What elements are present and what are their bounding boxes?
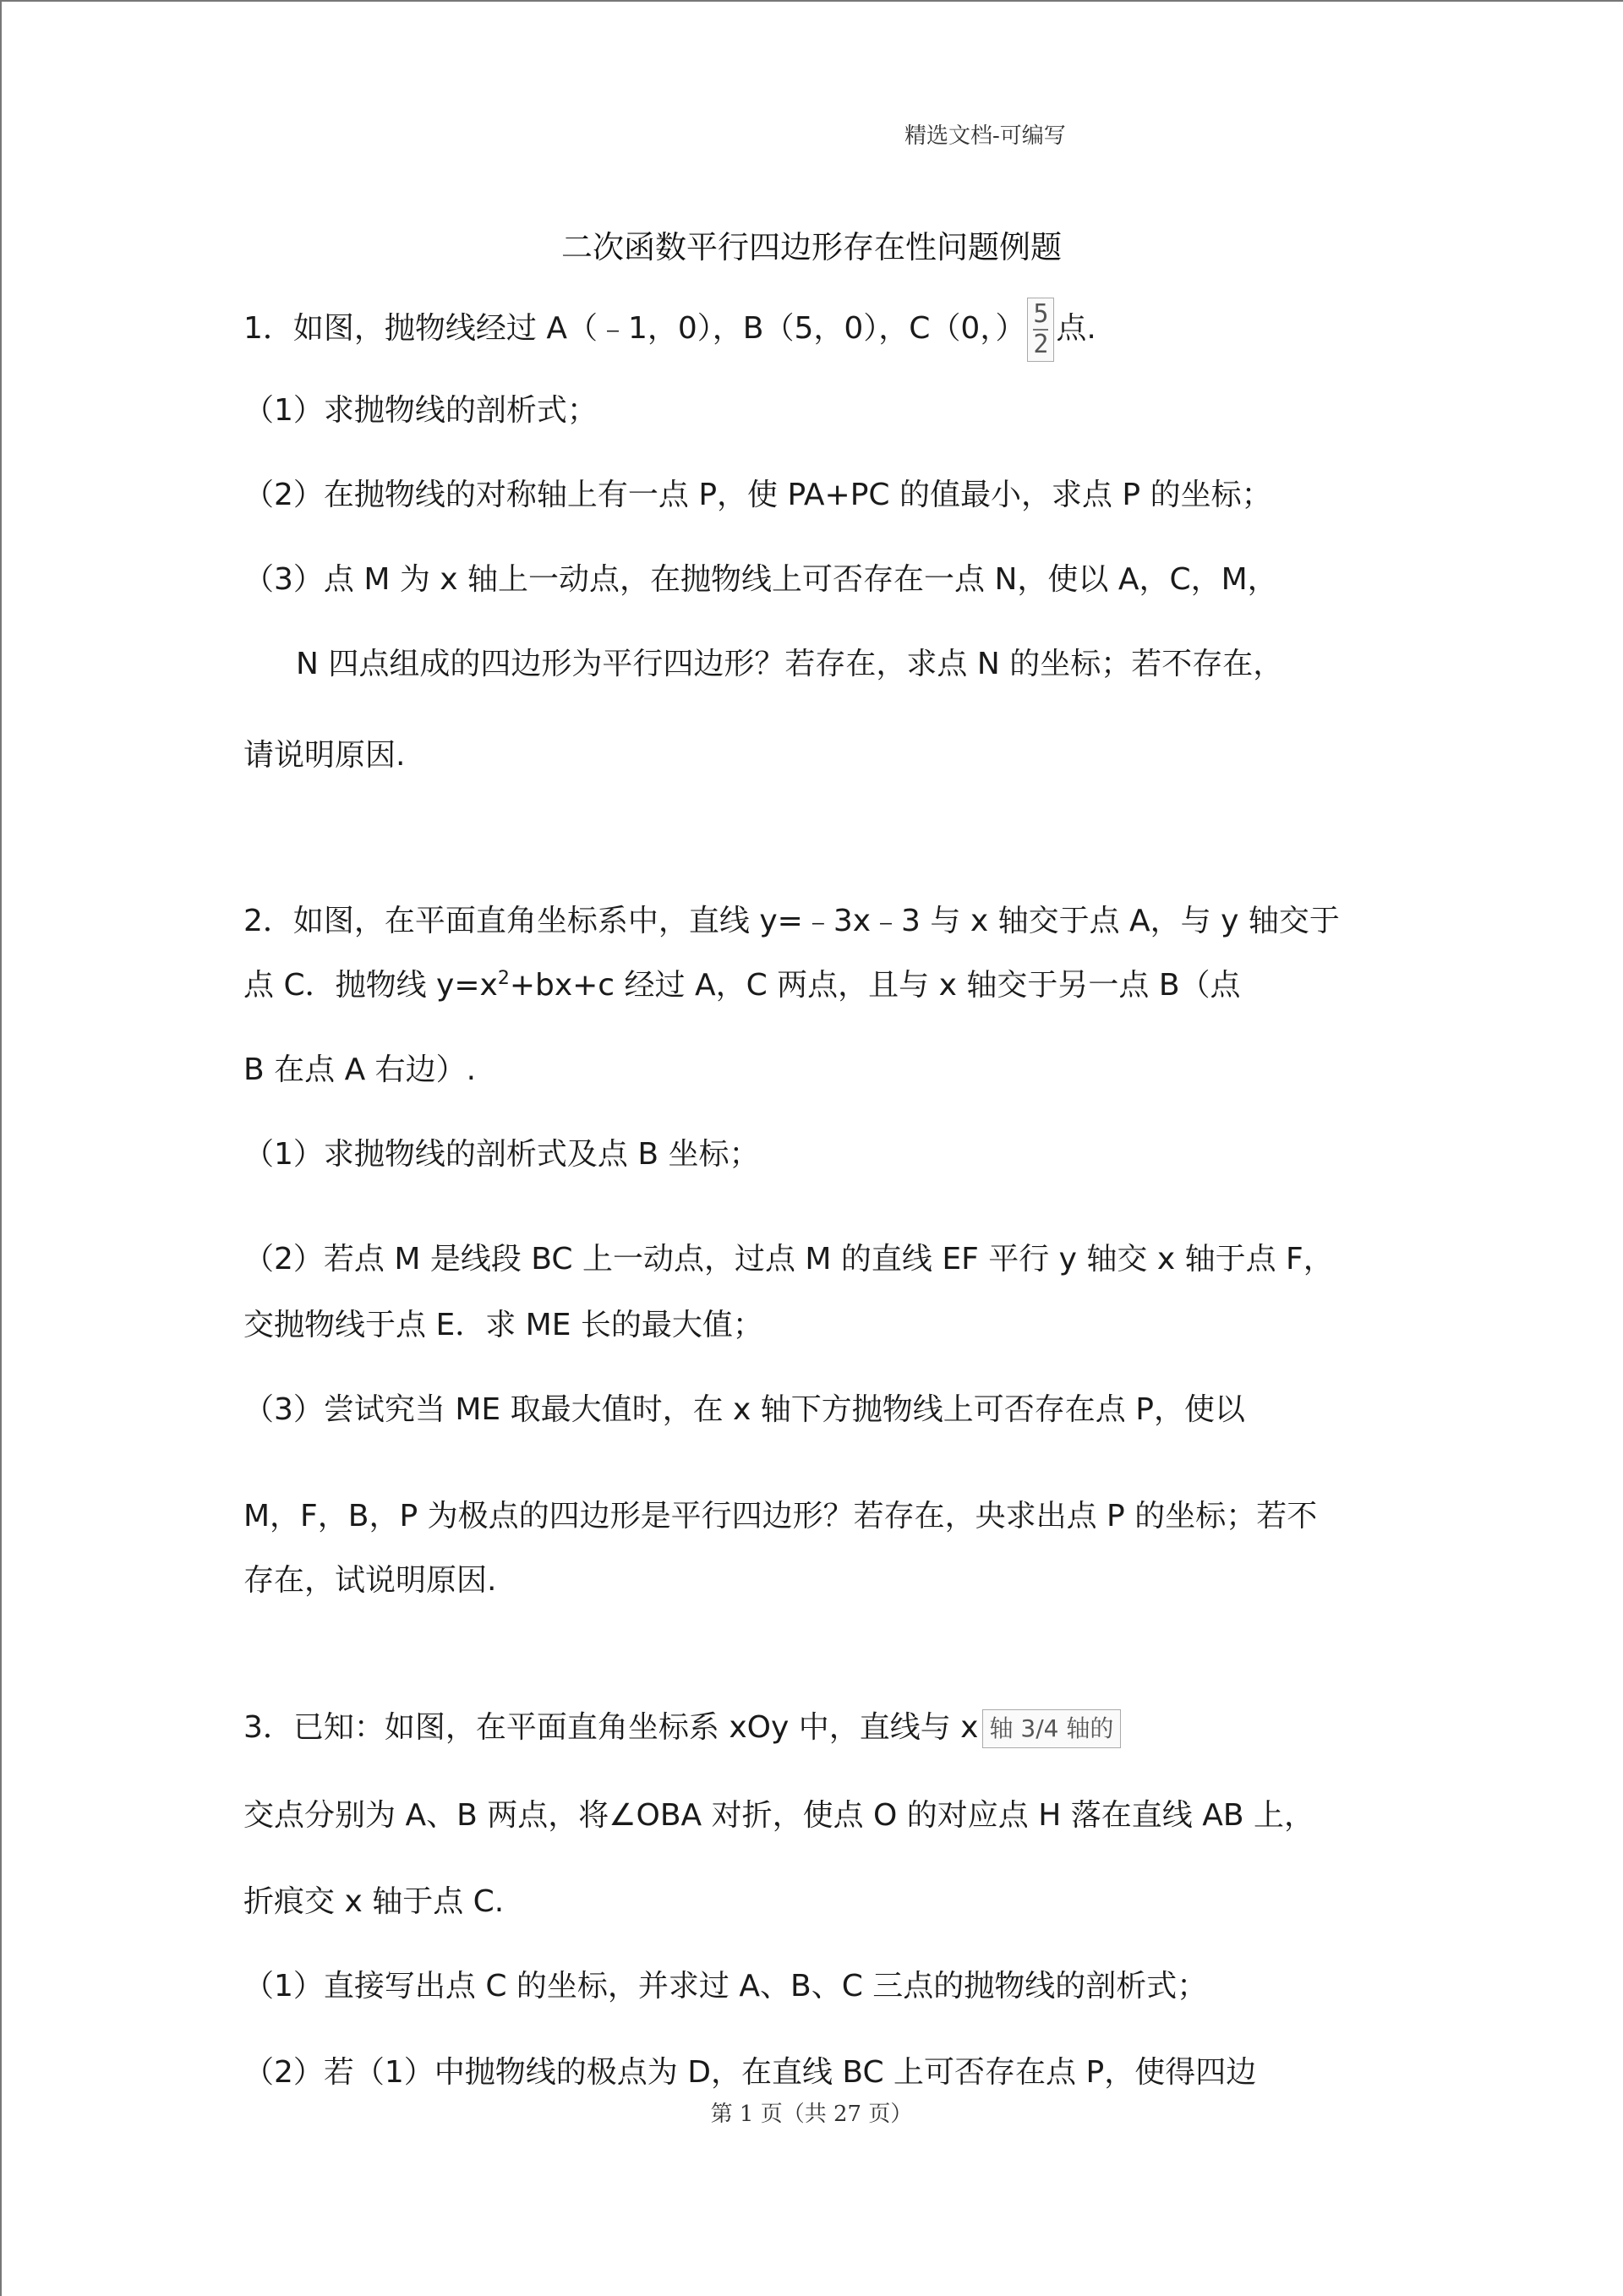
fraction-image xyxy=(1027,298,1054,362)
q3-stem-text: 3．已知：如图，在平面直角坐标系 xOy 中，直线与 x xyxy=(243,1710,979,1745)
page-number: 第 1 页（共 27 页） xyxy=(710,2102,913,2127)
q2-part2-line1: （2）若点 M 是线段 BC 上一动点，过点 M 的直线 EF 平行 y 轴交 x 轴于点 F， xyxy=(243,1242,1334,1276)
q3-part2: （2）若（1）中抛物线的极点为 D，在直线 BC 上可否存在点 P，使得四边 xyxy=(243,2055,1257,2090)
q2-part3-line3: 存在，试说明原因. xyxy=(243,1563,497,1598)
page-border-top xyxy=(0,0,1623,2)
q3-stem-line3: 折痕交 x 轴于点 C. xyxy=(243,1884,505,1919)
q1-part3-line1: （3）点 M 为 x 轴上一动点，在抛物线上可否存在一点 N，使以 A，C，M， xyxy=(243,562,1278,597)
page-border-left xyxy=(0,0,2,2296)
q1-part1: （1）求抛物线的剖析式； xyxy=(243,393,598,428)
q2-part1: （1）求抛物线的剖析式及点 B 坐标； xyxy=(243,1137,760,1172)
equation-image: 轴 3/4 轴的 xyxy=(982,1709,1122,1748)
fraction-numerator: 5 xyxy=(1033,299,1049,329)
q2-part2-line2: 交抛物线于点 E．求 ME 长的最大值； xyxy=(243,1308,763,1342)
q1-part3-line3: 请说明原因. xyxy=(243,738,406,773)
q1-part2: （2）在抛物线的对称轴上有一点 P，使 PA+PC 的值最小，求点 P 的坐标； xyxy=(243,478,1272,512)
q1-part3-line2: N 四点组成的四边形为平行四边形？若存在，求点 N 的坐标；若不存在， xyxy=(296,647,1284,681)
q1-stem xyxy=(243,298,1096,362)
q2-stem-line1: 2．如图，在平面直角坐标系中，直线 y=﹣3x﹣3 与 x 轴交于点 A，与 y 轴交于 xyxy=(243,904,1340,938)
fraction-denominator: 2 xyxy=(1033,330,1049,359)
exponent: 2 xyxy=(497,968,510,989)
q2-stem-line2 xyxy=(243,967,1241,1004)
q1-stem-text: 1．如图，抛物线经过 A（﹣1，0），B（5，0），C（0，） xyxy=(243,311,1026,346)
q2-stem-line2-b: +bx+c 经过 A，C 两点，且与 x 轴交于另一点 B（点 xyxy=(509,968,1241,1003)
q2-part3-line1: （3）尝试究当 ME 取最大值时，在 x 轴下方抛物线上可否存在点 P，使以 xyxy=(243,1392,1245,1427)
q3-stem-line2: 交点分别为 A、B 两点，将∠OBA 对折，使点 O 的对应点 H 落在直线 AB 上， xyxy=(243,1798,1314,1833)
header-note: 精选文档-可编写 xyxy=(904,123,1066,149)
q1-stem-tail: 点. xyxy=(1056,311,1096,346)
q2-stem-line2-a: 点 C．抛物线 y=x xyxy=(243,968,498,1003)
q2-part3-line2: M，F，B，P 为极点的四边形是平行四边形？若存在，央求出点 P 的坐标；若不 xyxy=(243,1499,1318,1533)
q2-stem-line3: B 在点 A 右边）. xyxy=(243,1052,477,1087)
q3-part1: （1）直接写出点 C 的坐标，并求过 A、B、C 三点的抛物线的剖析式； xyxy=(243,1969,1208,2004)
document-title: 二次函数平行四边形存在性问题例题 xyxy=(561,229,1062,265)
q3-stem-line1 xyxy=(243,1709,1124,1748)
